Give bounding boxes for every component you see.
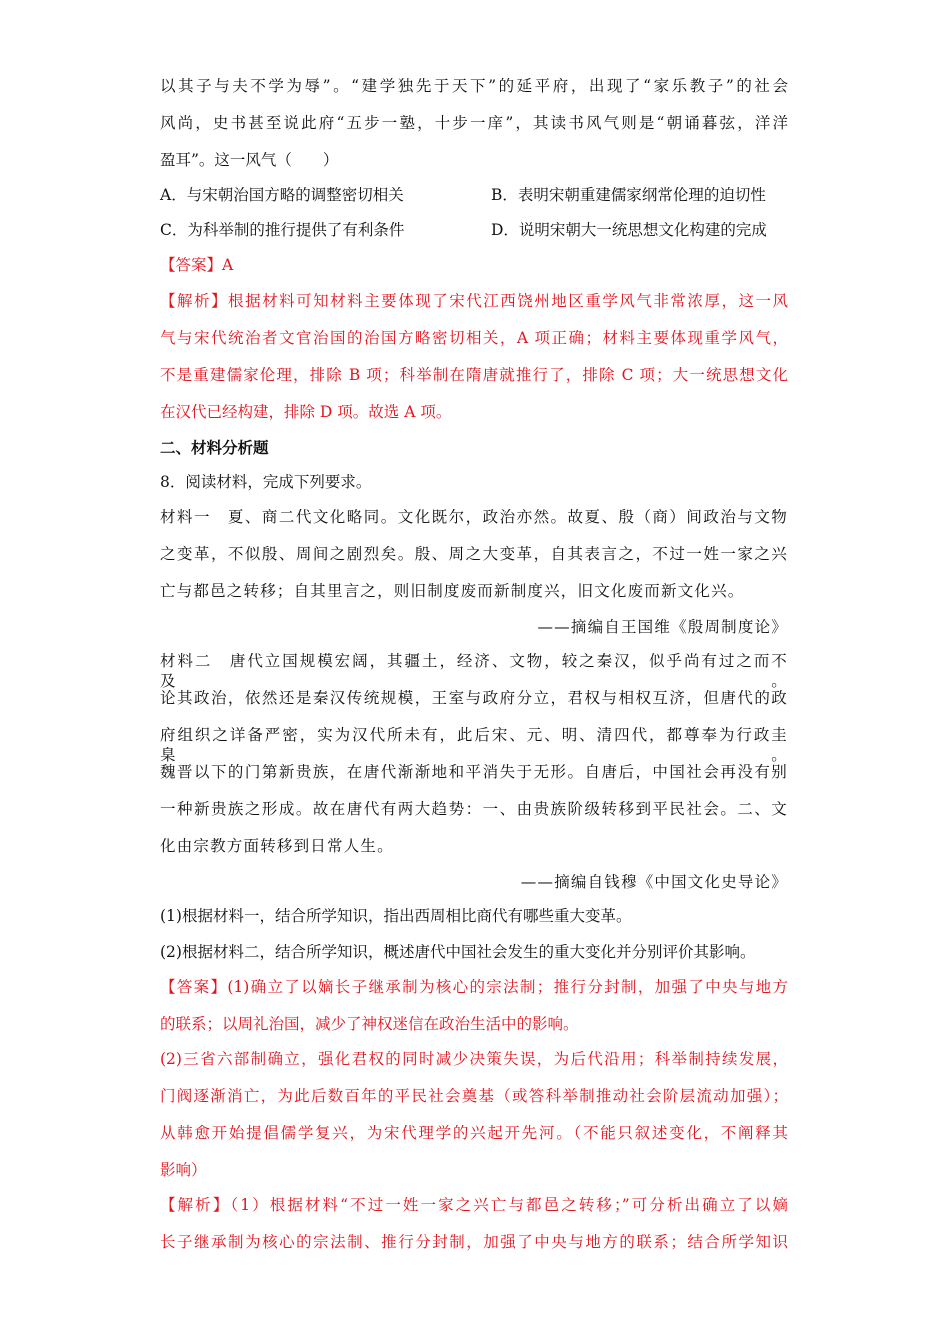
answer-line: 影响） (160, 1161, 207, 1179)
question-stem-line: 盈耳”。这一风气（ ） (160, 151, 339, 169)
answer-line: 【答案】A (160, 256, 234, 274)
analysis-line: 【解析】根据材料可知材料主要体现了宋代江西饶州地区重学风气非常浓厚，这一风 (160, 292, 788, 310)
analysis-line: 长子继承制为核心的宗法制、推行分封制，加强了中央与地方的联系；结合所学知识 (160, 1233, 788, 1251)
material-line: 化由宗教方面转移到日常人生。 (160, 837, 394, 855)
answer-line: 门阀逐渐消亡，为此后数百年的平民社会奠基（或答科举制推动社会阶层流动加强）； (160, 1087, 788, 1105)
answer-line: (2)三省六部制确立，强化君权的同时减少决策失误，为后代沿用；科举制持续发展， (160, 1050, 788, 1068)
material-line: 论其政治，依然还是秦汉传统规模，王室与政府分立，君权与相权互济，但唐代的政 (160, 689, 788, 707)
material-source: ——摘编自王国维《殷周制度论》 (537, 618, 788, 636)
question-stem-line: 风尚，史书甚至说此府“五步一塾，十步一庠”，其读书风气则是“朝诵暮弦，洋洋 (160, 114, 788, 132)
material-line: 材料一 夏、商二代文化略同。文化既尔，政治亦然。故夏、殷（商）间政治与文物 (160, 508, 788, 526)
sub-question: (2)根据材料二，结合所学知识，概述唐代中国社会发生的重大变化并分别评价其影响。 (160, 943, 756, 961)
material-line: 一种新贵族之形成。故在唐代有两大趋势：一、由贵族阶级转移到平民社会。二、文 (160, 800, 788, 818)
material-line: 府组织之详备严密，实为汉代所未有，此后宋、元、明、清四代，都尊奉为行政圭臬。 (160, 726, 788, 764)
analysis-line: 在汉代已经构建，排除 D 项。故选 A 项。 (160, 403, 452, 421)
answer-option: C．为科举制的推行提供了有利条件 (160, 221, 405, 239)
material-line: 魏晋以下的门第新贵族，在唐代渐渐地和平消失于无形。自唐后，中国社会再没有别 (160, 763, 788, 781)
answer-option: D．说明宋朝大一统思想文化构建的完成 (491, 221, 767, 239)
material-line: 亡与都邑之转移；自其里言之，则旧制度废而新制度兴，旧文化废而新文化兴。 (160, 582, 745, 600)
analysis-line: 气与宋代统治者文官治国的治国方略密切相关，A 项正确；材料主要体现重学风气， (160, 329, 788, 347)
section-title: 二、材料分析题 (160, 438, 269, 457)
answer-line: 从韩愈开始提倡儒学复兴，为宋代理学的兴起开先河。（不能只叙述变化，不阐释其 (160, 1124, 788, 1142)
material-line: 之变革，不似殷、周间之剧烈矣。殷、周之大变革，自其表言之，不过一姓一家之兴 (160, 545, 788, 563)
answer-line: 【答案】(1)确立了以嫡长子继承制为核心的宗法制；推行分封制，加强了中央与地方 (160, 978, 788, 996)
question-stem-line: 以其子与夫不学为辱”。“建学独先于天下”的延平府，出现了“家乐教子”的社会 (160, 77, 788, 95)
material-line: 材料二 唐代立国规模宏阔，其疆土，经济、文物，较之秦汉，似乎尚有过之而不及。 (160, 652, 788, 690)
answer-option: A．与宋朝治国方略的调整密切相关 (160, 186, 404, 204)
analysis-line: 不是重建儒家伦理，排除 B 项；科举制在隋唐就推行了，排除 C 项；大一统思想文化 (160, 366, 788, 384)
material-source: ——摘编自钱穆《中国文化史导论》 (520, 873, 788, 891)
question-intro: 8．阅读材料，完成下列要求。 (160, 473, 372, 491)
analysis-line: 【解析】（1）根据材料“不过一姓一家之兴亡与都邑之转移；”可分析出确立了以嫡 (160, 1196, 788, 1214)
sub-question: (1)根据材料一，结合所学知识，指出西周相比商代有哪些重大变革。 (160, 907, 632, 925)
answer-line: 的联系；以周礼治国，减少了神权迷信在政治生活中的影响。 (160, 1015, 579, 1033)
answer-option: B．表明宋朝重建儒家纲常伦理的迫切性 (491, 186, 766, 204)
